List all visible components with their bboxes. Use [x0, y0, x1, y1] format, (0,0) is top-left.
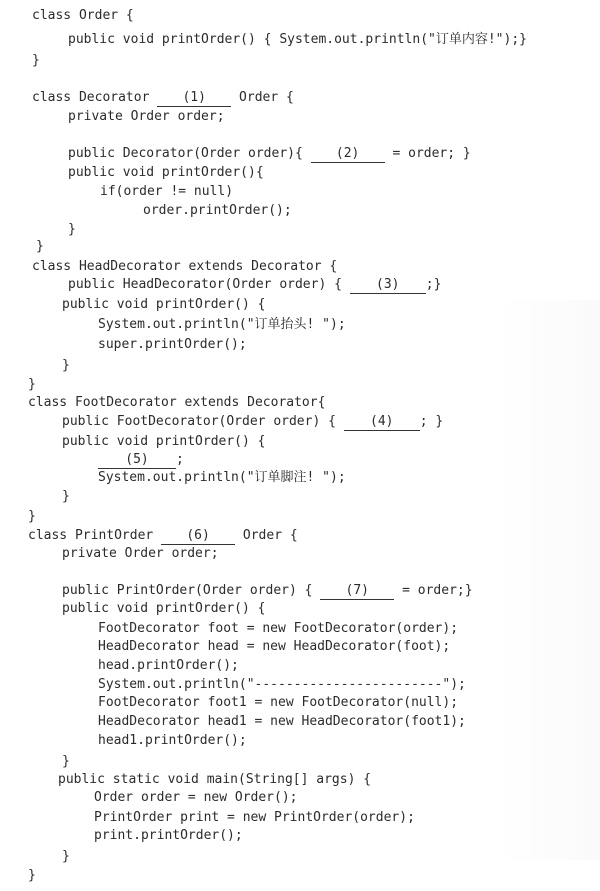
code-line [62, 582, 473, 600]
code-line [98, 713, 466, 731]
code-text: ; [176, 452, 184, 467]
code-text: head.printOrder(); [98, 658, 239, 673]
code-line [62, 545, 219, 563]
code-text: class HeadDecorator extends Decorator { [32, 259, 338, 274]
code-line [98, 657, 239, 675]
code-text: System.out.println("------------------------"); [98, 677, 466, 692]
code-text: class Order { [32, 8, 134, 23]
code-line [98, 316, 346, 334]
code-text: public void printOrder(){ [68, 165, 264, 180]
code-line [62, 413, 443, 431]
code-text: print.printOrder(); [94, 828, 243, 843]
code-text: ; } [419, 414, 444, 429]
code-line [98, 638, 450, 656]
code-text: public FootDecorator(Order order) { [62, 414, 344, 429]
code-text: FootDecorator foot = new FootDecorator(order); [98, 621, 459, 636]
code-text: HeadDecorator head = new HeadDecorator(foot); [98, 639, 451, 654]
fill-in-blank: (6) [161, 528, 235, 545]
code-text: public HeadDecorator(Order order) { [68, 277, 350, 292]
code-text: super.printOrder(); [98, 337, 247, 352]
code-line [98, 694, 458, 712]
code-line [68, 31, 527, 49]
code-line [32, 52, 40, 70]
code-text: System.out.println("订单抬头! "); [98, 317, 346, 332]
code-text: public void printOrder() { [62, 434, 266, 449]
code-text: = order; } [384, 146, 471, 161]
code-line [100, 183, 233, 201]
code-line [62, 296, 266, 314]
code-text: public void printOrder() { [62, 297, 266, 312]
code-text: public void printOrder() { System.out.println("订单内容!");} [68, 32, 527, 47]
code-line [62, 357, 70, 375]
code-text: public void printOrder() { [62, 601, 266, 616]
code-text: class Decorator [32, 90, 158, 105]
code-line [68, 276, 441, 294]
code-text: } [62, 358, 70, 373]
code-line [94, 827, 243, 845]
code-text: FootDecorator foot1 = new FootDecorator(null); [98, 695, 459, 710]
code-line [68, 145, 471, 163]
code-line [36, 238, 44, 256]
code-line [98, 469, 346, 487]
code-line [68, 164, 264, 182]
code-text: Order { [231, 90, 294, 105]
code-line [68, 108, 225, 126]
scan-shading [500, 300, 600, 860]
code-line [98, 451, 184, 469]
code-line [143, 202, 292, 220]
code-line [28, 867, 36, 885]
code-line [32, 258, 337, 276]
fill-in-blank: (1) [157, 90, 231, 107]
code-text: public static void main(String[] args) { [58, 772, 372, 787]
code-text: } [36, 239, 44, 254]
code-text: PrintOrder print = new PrintOrder(order); [94, 810, 415, 825]
code-line [98, 732, 247, 750]
fill-in-blank: (2) [311, 146, 385, 163]
code-text: HeadDecorator head1 = new HeadDecorator(foot1); [98, 714, 466, 729]
code-text: } [32, 53, 40, 68]
code-text: head1.printOrder(); [98, 733, 247, 748]
code-line [62, 488, 70, 506]
code-line [28, 394, 325, 412]
code-text: Order order = new Order(); [94, 790, 298, 805]
code-text: } [62, 849, 70, 864]
code-text: } [62, 754, 70, 769]
code-text: } [62, 489, 70, 504]
code-line [62, 753, 70, 771]
code-line [94, 809, 415, 827]
fill-in-blank: (4) [344, 414, 420, 431]
code-line [98, 336, 247, 354]
code-line [98, 620, 458, 638]
code-line [32, 7, 134, 25]
code-line [94, 789, 298, 807]
fill-in-blank: (7) [320, 583, 394, 600]
code-line [28, 508, 36, 526]
code-line [62, 600, 266, 618]
code-text: System.out.println("订单脚注! "); [98, 470, 346, 485]
code-line [32, 89, 294, 107]
code-text: order.printOrder(); [143, 203, 292, 218]
code-text: class FootDecorator extends Decorator{ [28, 395, 326, 410]
code-text: } [28, 377, 36, 392]
code-text: if(order != null) [100, 184, 234, 199]
code-line [98, 676, 466, 694]
code-line [62, 848, 70, 866]
fill-in-blank: (3) [350, 277, 426, 294]
code-text: } [68, 222, 76, 237]
code-line [28, 527, 298, 545]
code-text: } [28, 509, 36, 524]
code-line [58, 771, 371, 789]
code-text: Order { [235, 528, 298, 543]
code-text: = order;} [394, 583, 473, 598]
code-text: public Decorator(Order order){ [68, 146, 311, 161]
code-text: public PrintOrder(Order order) { [62, 583, 321, 598]
code-text: class PrintOrder [28, 528, 162, 543]
code-line [62, 433, 266, 451]
code-text: } [28, 868, 36, 883]
code-line [28, 376, 36, 394]
code-text: ;} [425, 277, 442, 292]
code-line [68, 221, 76, 239]
code-text: private Order order; [62, 546, 219, 561]
code-text: private Order order; [68, 109, 225, 124]
fill-in-blank: (5) [98, 452, 176, 469]
